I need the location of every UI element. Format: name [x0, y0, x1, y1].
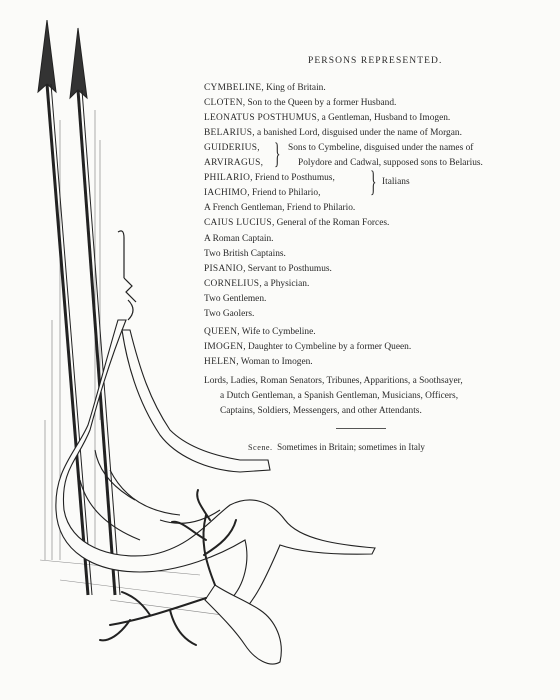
cast-entry: [204, 187, 320, 199]
cast-entry: [204, 112, 450, 124]
cast-desc: Two Gentlemen.: [204, 294, 267, 304]
cast-name: QUEEN: [204, 327, 238, 337]
scene-text: Sometimes in Britain; sometimes in Italy: [277, 442, 425, 452]
scene-label: Scene.: [248, 443, 273, 452]
cast-name: PHILARIO: [204, 173, 251, 183]
cast-entry: [204, 308, 254, 320]
cast-name: PISANIO: [204, 264, 244, 274]
cast-name: LEONATUS POSTHUMUS: [204, 113, 317, 123]
cast-entry: [204, 142, 260, 154]
cast-name: BELARIUS: [204, 128, 253, 138]
cast-name: CYMBELINE: [204, 83, 262, 93]
cast-name: ARVIRAGUS,: [204, 158, 264, 168]
cast-entry: [204, 233, 274, 245]
cast-entry: [204, 127, 462, 139]
divider-rule: [336, 428, 386, 429]
spear-left: [38, 20, 92, 595]
attendants-line: a Dutch Gentleman, a Spanish Gentleman, Musicians, Officers,: [220, 391, 459, 401]
cast-desc: A Roman Captain.: [204, 234, 274, 244]
italians-label: Italians: [382, 177, 410, 187]
cast-desc: Polydore and Cadwal, supposed sons to Belarius.: [298, 158, 483, 168]
attendants-line: Lords, Ladies, Roman Senators, Tribunes, Apparitions, a Soothsayer,: [204, 376, 463, 386]
cast-desc: , Friend to Posthumus,: [250, 173, 335, 183]
brace-icon: }: [273, 137, 281, 170]
cast-desc: , a Physician.: [259, 279, 310, 289]
cast-name: CLOTEN: [204, 98, 243, 108]
cast-entry: [204, 202, 355, 214]
cast-desc: , Wife to Cymbeline.: [237, 327, 316, 337]
cast-desc: , General of the Roman Forces.: [271, 218, 390, 228]
cast-entry: [204, 157, 263, 169]
brace-icon: }: [369, 165, 377, 198]
cast-entry: [204, 248, 286, 260]
cast-entry: [204, 217, 389, 229]
cast-name: CORNELIUS: [204, 279, 260, 289]
cast-desc: , Daughter to Cymbeline by a former Queen.: [243, 342, 412, 352]
cast-name: IACHIMO: [204, 188, 248, 198]
hook-rope: [118, 231, 136, 320]
cast-name: GUIDERIUS,: [204, 143, 260, 153]
cast-name: IMOGEN: [204, 342, 244, 352]
cast-entry: [204, 341, 411, 353]
heading: PERSONS REPRESENTED.: [308, 56, 443, 66]
cast-desc: Two Gaolers.: [204, 309, 255, 319]
cast-entry: [204, 293, 266, 305]
scene-line: [248, 442, 425, 452]
cast-desc: , a Gentleman, Husband to Imogen.: [316, 113, 451, 123]
deer: [56, 320, 375, 664]
cast-desc: , Servant to Posthumus.: [243, 264, 332, 274]
cast-entry: [204, 263, 332, 275]
cast-entry: [204, 326, 316, 338]
cast-name: HELEN: [204, 357, 237, 367]
cast-desc: , Son to the Queen by a former Husband.: [242, 98, 397, 108]
cast-entry: [204, 356, 313, 368]
cast-desc: Two British Captains.: [204, 249, 286, 259]
cast-name: CAIUS LUCIUS: [204, 218, 272, 228]
attendants-line: Captains, Soldiers, Messengers, and other Attendants.: [220, 406, 422, 416]
cast-desc: , Friend to Philario,: [247, 188, 321, 198]
cast-entry: [204, 97, 396, 109]
cast-desc: , a banished Lord, disguised under the name of Morgan.: [252, 128, 462, 138]
cast-entry: [204, 278, 309, 290]
cast-desc: , Woman to Imogen.: [236, 357, 313, 367]
cast-desc: Sons to Cymbeline, disguised under the names of: [288, 143, 474, 153]
cast-desc: , King of Britain.: [261, 83, 326, 93]
cast-desc: A French Gentleman, Friend to Philario.: [204, 203, 356, 213]
cast-entry: [204, 172, 335, 184]
cast-entry: [204, 82, 326, 94]
